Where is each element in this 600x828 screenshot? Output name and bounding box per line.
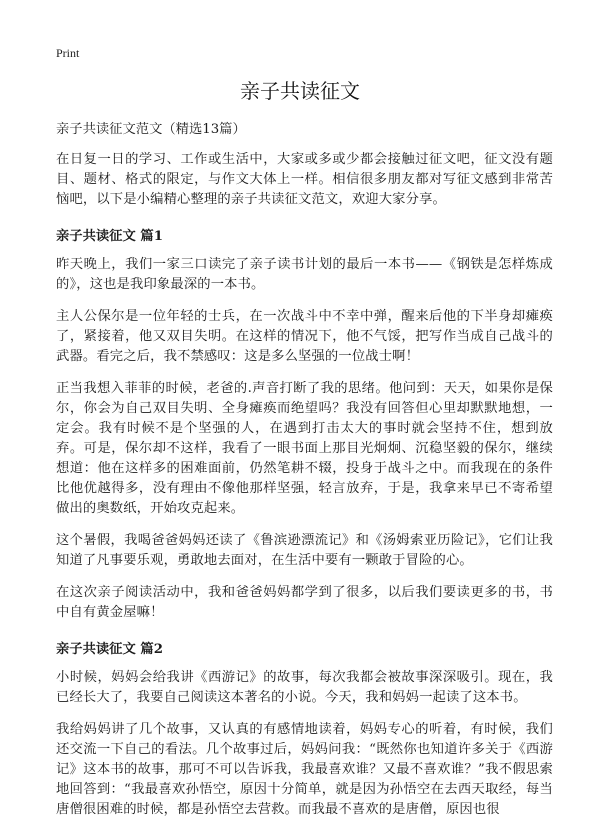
page-title: 亲子共读征文 xyxy=(240,79,360,103)
paragraph: 在这次亲子阅读活动中，我和爸爸妈妈都学到了很多，以后我们要读更多的书，书中自有黄金屋嘛！ xyxy=(56,585,553,620)
paragraph: 我给妈妈讲了几个故事，又认真的有感情地读着，妈妈专心的听着，有时候，我们还交流一下自己的看法。几个故事过后，妈妈问我：“既然你也知道许多关于《西游记》这本书的故事，那可不可以告诉我，我最喜欢谁？又最不喜欢谁？”我不假思索地回答到：“我最喜欢孙悟空，原因十分简单，就是因为孙悟空在去西天取经，每当唐僧很困难的时候，都是孙悟空去营救。而我最不喜欢的是唐僧，原因也很 xyxy=(56,722,553,817)
section-heading-1: 亲子共读征文 篇1 xyxy=(56,229,163,244)
paragraph: 这个暑假，我喝爸爸妈妈还读了《鲁滨逊漂流记》和《汤姆索亚历险记》，它们让我知道了凡事要乐观，勇敢地去面对，在生活中要有一颗敢于冒险的心。 xyxy=(56,533,553,568)
paragraph: 小时候，妈妈会给我讲《西游记》的故事，每次我都会被故事深深吸引。现在，我已经长大了，我要自己阅读这本著名的小说。今天，我和妈妈一起读了这本书。 xyxy=(56,670,553,705)
article-subtitle: 亲子共读征文范文（精选13篇） xyxy=(56,122,246,137)
section-heading-2: 亲子共读征文 篇2 xyxy=(56,642,163,657)
intro-paragraph: 在日复一日的学习、工作或生活中，大家或多或少都会接触过征文吧，征文没有题目、题材、格式的限定，与作文大体上一样。相信很多朋友都对写征文感到非常苦恼吧，以下是小编精心整理的亲子共读征文范文，欢迎大家分享。 xyxy=(56,152,553,207)
print-link[interactable]: Print xyxy=(56,46,80,60)
paragraph: 主人公保尔是一位年轻的士兵，在一次战斗中不幸中弹，醒来后他的下半身却瘫痪了，紧接着，他又双目失明。在这样的情况下，他不气馁，把写作当成自己战斗的武器。看完之后，我不禁感叹：这是多么坚强的一位战士啊！ xyxy=(56,309,553,364)
paragraph: 正当我想入菲菲的时候，老爸的.声音打断了我的思绪。他问到：天天，如果你是保尔，你会为自己双目失明、全身瘫痪而绝望吗？我没有回答但心里却默默地想，一定会。我有时候不是个坚强的人，在遇到打击太大的事时就会坚持不住，想到放弃。可是，保尔却不这样，我看了一眼书面上那目光炯炯、沉稳坚毅的保尔，继续想道：他在这样多的困难面前，仍然笔耕不辍，投身于战斗之中。而我现在的条件比他优越得多，没有理由不像他那样坚强，轻言放弃，于是，我拿来早已不寄希望做出的奥数纸，开始攻克起来。 xyxy=(56,381,553,516)
article-body xyxy=(56,122,553,820)
paragraph: 昨天晚上，我们一家三口读完了亲子读书计划的最后一本书——《钢铁是怎样炼成的》，这也是我印象最深的一本书。 xyxy=(56,257,553,292)
